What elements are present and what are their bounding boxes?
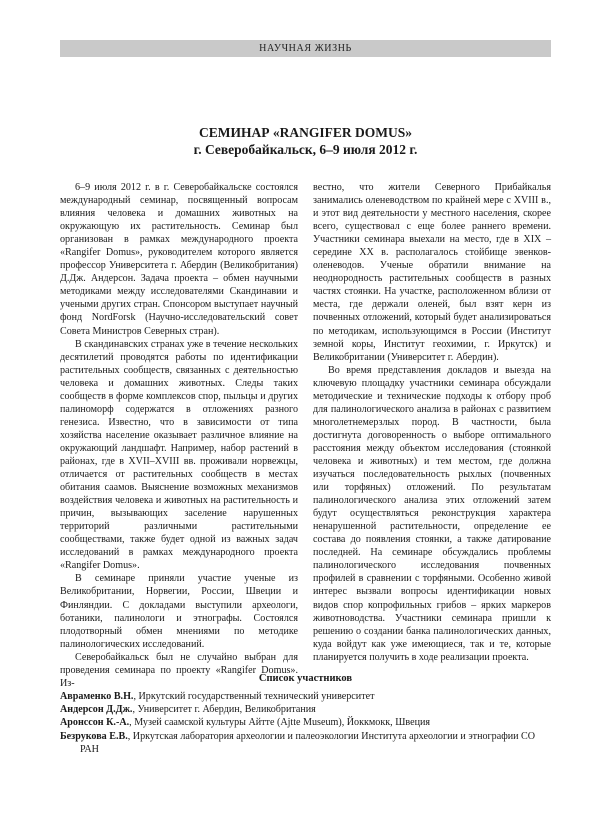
participant-name: Андерсон Д.Дж.	[60, 704, 133, 716]
paragraph: В семинаре приняли участие ученые из Великобритании, Норвегии, России, Швеции и Финляндии. С докладами выступили археологи, ботаники, палинологи и этнографы. Состоялся плодотворный обмен мнениями по методике палинологических исследований.	[60, 573, 298, 650]
text-column-left	[60, 181, 298, 690]
participant-name: Аронссон К.-А.	[60, 717, 130, 729]
participant-affiliation: , Иркутский государственный технический университет	[133, 691, 375, 702]
paragraph: Северобайкальск был не случайно выбран для проведения семинара по проекту «Rangifer Domus». Из-	[60, 651, 298, 689]
participant-affiliation: , Иркутская лаборатория археологии и палеоэкологии Института археологии и этнографии СО РАН	[80, 730, 536, 755]
participant-item	[60, 716, 555, 729]
participant-affiliation: , Музей саамской культуры Айтте (Ajtte Museum), Йоккмокк, Швеция	[129, 717, 431, 729]
section-header	[60, 40, 551, 57]
paragraph: Во время представления докладов и выезда на ключевую площадку участники семинара обсуждали методические и технические подходы к отбору проб для палинологического анализа в районах с развитием многолетнемерзлых пород. В частности, была достигнута договоренность о выборе оптимального расстояния между объектом исследования (стоянкой человека и животных) и тем местом, где должна изучаться последовательность рыхлых (почвенных или торфяных) отложений. По результатам палинологического анализа этих отложений затем будут осуществляться реконструкция характера ненарушенной растительности, определение ее состава до появления стоянки, а также датирование последней. На семинаре обсуждались проблемы палинологического исследования почвенных профилей в сравнении с торфяными. Особенно живой интерес вызвали вопросы идентификации новых видов спор копрофильных грибов – ярких маркеров животноводства. Участники семинара пришли к решению о создании банка палинологических данных, куда войдут как уже имеющиеся, так и те, которые планируется получить в ходе реализации проекта.	[313, 364, 551, 663]
paragraph: вестно, что жители Северного Прибайкалья занимались оленеводством по крайней мере с XVIII в., и этот вид деятельности у местного населения, скорее всего, существовал с еще более раннего времени. Участники семинара выехали на место, где в XIX – середине XX в. располагалось стойбище эвенков-оленеводов. Ученые обратили внимание на неоднородность растительных сообществ в разных частях стоянки. На участке, расположенном вблизи от места, где держали оленей, был взят керн из почвенных отложений, который будет анализироваться по методикам, использующимся в России (Институт земной коры, Институт геохимии, г. Иркутск) и Великобритании (Университет г. Абердин).	[313, 182, 551, 363]
participant-name: Безрукова Е.В.	[60, 730, 128, 742]
title-line-1: СЕМИНАР «RANGIFER DOMUS»	[199, 125, 412, 140]
participant-name: Авраменко В.Н.	[60, 691, 134, 702]
participant-item	[60, 730, 555, 756]
participants-list	[60, 690, 555, 756]
participants-title: Список участников	[258, 673, 353, 684]
title-line-2: г. Северобайкальск, 6–9 июля 2012 г.	[193, 142, 418, 157]
participant-affiliation: , Университет г. Абердин, Великобритания	[132, 704, 316, 716]
text-column-right	[313, 181, 551, 664]
paragraph: В скандинавских странах уже в течение нескольких десятилетий проводятся работы по идентификации растительных сообществ, связанных с деятельностью человека и домашних животных. Следы таких сообществ в форме комплексов спор, пыльцы и других палиноморф содержатся в отложениях разного генезиса. Известно, что в зависимости от типа хозяйства население оказывает различное влияние на окружающий ландшафт. Например, набор растений в районах, где в XVII–XVIII вв. проживали норвежцы, отличается от растительных сообществ в местах обитания саамов. Выяснение возможных механизмов воздействия человека и животных на растительность и причин, вызывающих заселение нарушенных территорий различными растительными сообществами, также будет одной из важных задач исследований в рамках международного проекта «Rangifer Domus».	[60, 338, 298, 572]
section-header-label: НАУЧНАЯ ЖИЗНЬ	[259, 43, 352, 54]
paragraph: 6–9 июля 2012 г. в г. Северобайкальске состоялся международный семинар, посвященный вопросам влияния человека и домашних животных на окружающую их растительность. Семинар был организован в рамках международного проекта «Rangifer Domus», руководителем которого является профессор Университета г. Абердин (Великобритания) Д.Дж. Андерсон. Задача проекта – обмен научными методиками между исследователями Скандинавии и учеными других стран. Спонсором выступает научный фонд NordForsk (Научно-исследовательский совет Совета Министров Северных стран).	[60, 182, 298, 337]
participant-item	[60, 690, 555, 703]
participant-item	[60, 703, 555, 716]
article-title	[60, 124, 551, 158]
